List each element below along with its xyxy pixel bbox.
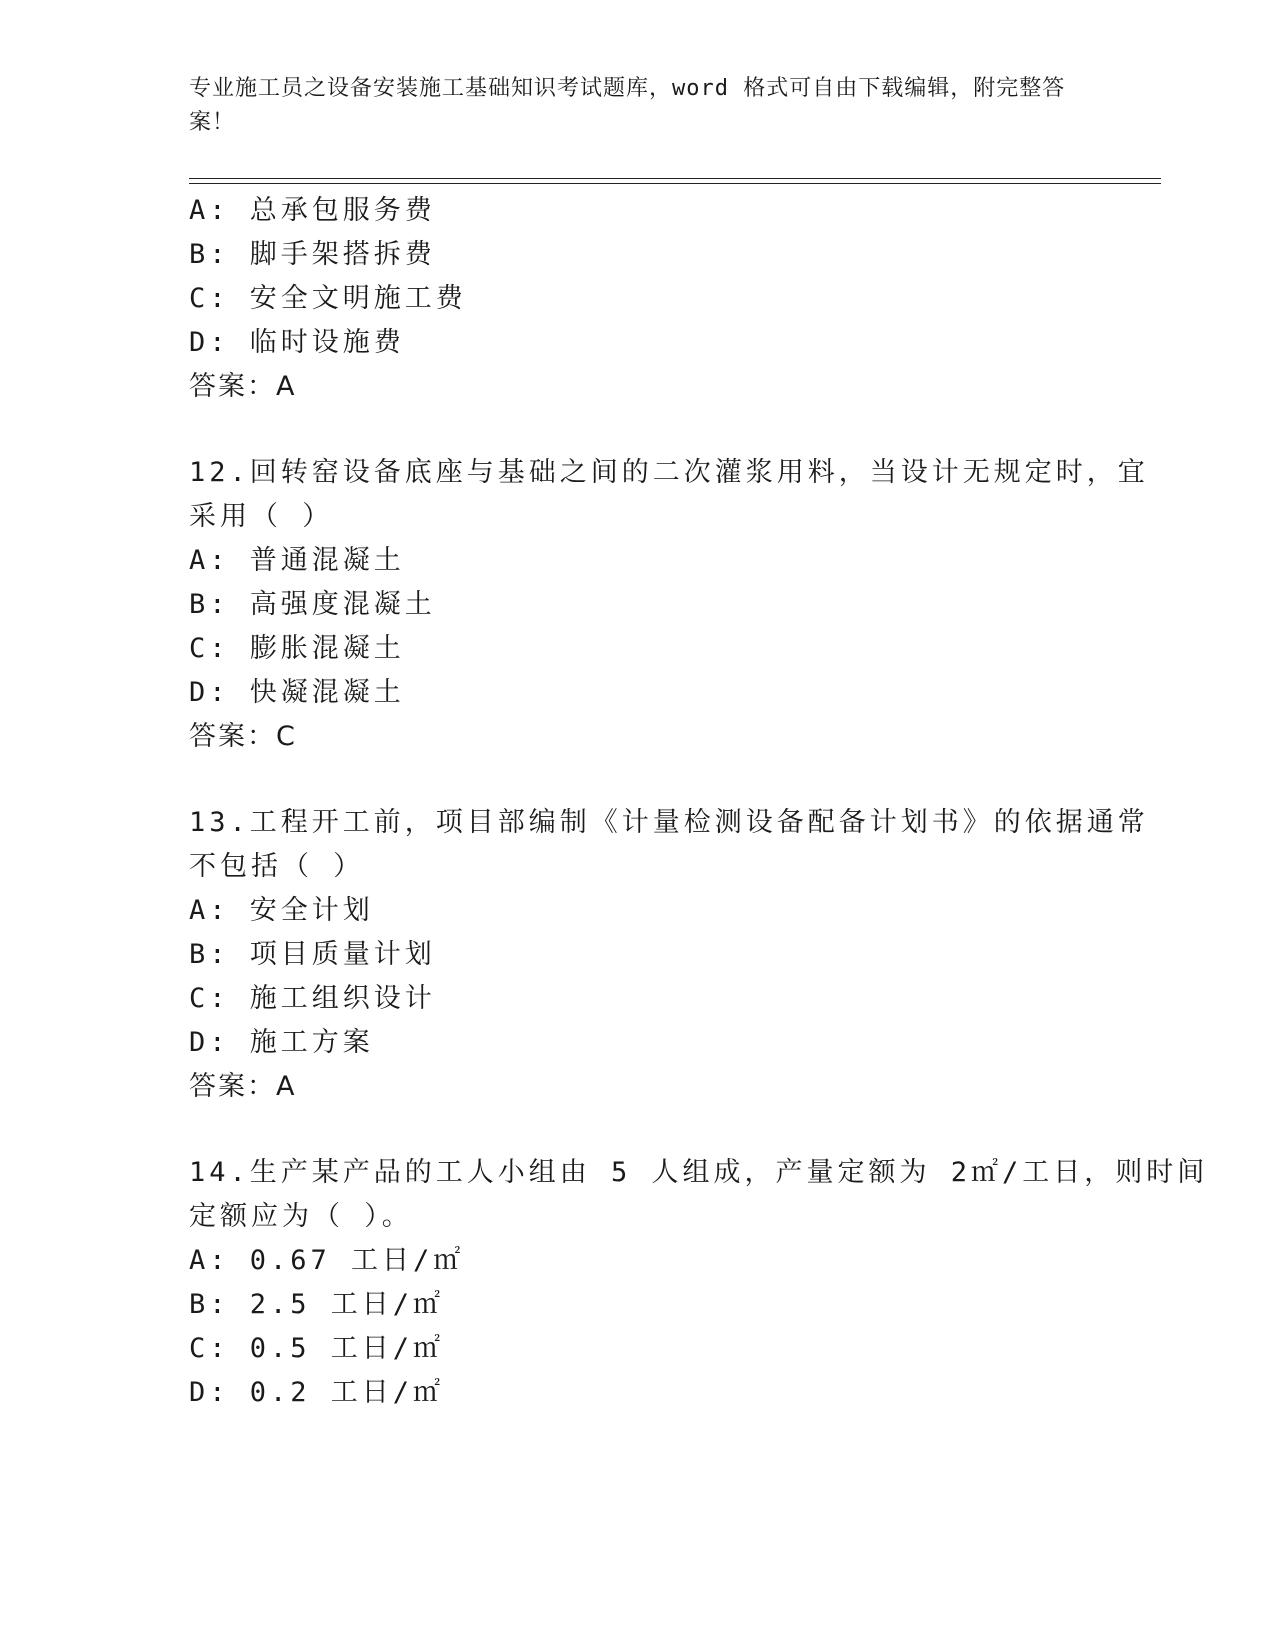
q13-option-a: A: 安全计划 xyxy=(189,895,374,926)
q14-option-d: D: 0.2 工日/㎡ xyxy=(189,1377,445,1408)
q14-option-c: C: 0.5 工日/㎡ xyxy=(189,1333,445,1364)
q14-option-b: B: 2.5 工日/㎡ xyxy=(189,1289,445,1320)
q13-option-d: D: 施工方案 xyxy=(189,1027,374,1058)
q12-option-c: C: 膨胀混凝土 xyxy=(189,633,405,664)
q13-stem-line2: 不包括（ ） xyxy=(189,851,365,882)
q14-stem-line1: 14.生产某产品的工人小组由 5 人组成，产量定额为 2㎡/工日，则时间 xyxy=(189,1157,1209,1188)
q11-option-d: D: 临时设施费 xyxy=(189,327,405,358)
q14-stem-line2: 定额应为（ ）。 xyxy=(189,1201,413,1232)
q12-option-d: D: 快凝混凝土 xyxy=(189,677,405,708)
q12-stem-line2: 采用（ ） xyxy=(189,501,334,532)
q11-option-c: C: 安全文明施工费 xyxy=(189,283,467,314)
q13-answer: 答案：A xyxy=(189,1071,297,1102)
q11-option-b: B: 脚手架搭拆费 xyxy=(189,239,436,270)
header-divider-bottom xyxy=(189,183,1161,184)
document-header: 专业施工员之设备安装施工基础知识考试题库，word 格式可自由下载编辑，附完整答案！ xyxy=(189,76,1066,135)
q12-stem-line1: 12.回转窑设备底座与基础之间的二次灌浆用料，当设计无规定时，宜 xyxy=(189,457,1149,488)
q11-answer: 答案：A xyxy=(189,371,297,402)
q13-stem-line1: 13.工程开工前，项目部编制《计量检测设备配备计划书》的依据通常 xyxy=(189,807,1149,838)
header-divider-top xyxy=(189,178,1161,179)
q12-option-b: B: 高强度混凝土 xyxy=(189,589,436,620)
q13-option-b: B: 项目质量计划 xyxy=(189,939,436,970)
q13-option-c: C: 施工组织设计 xyxy=(189,983,436,1014)
q11-option-a: A: 总承包服务费 xyxy=(189,195,436,226)
q12-option-a: A: 普通混凝土 xyxy=(189,545,405,576)
q14-option-a: A: 0.67 工日/㎡ xyxy=(189,1245,465,1276)
q12-answer: 答案：C xyxy=(189,721,297,752)
